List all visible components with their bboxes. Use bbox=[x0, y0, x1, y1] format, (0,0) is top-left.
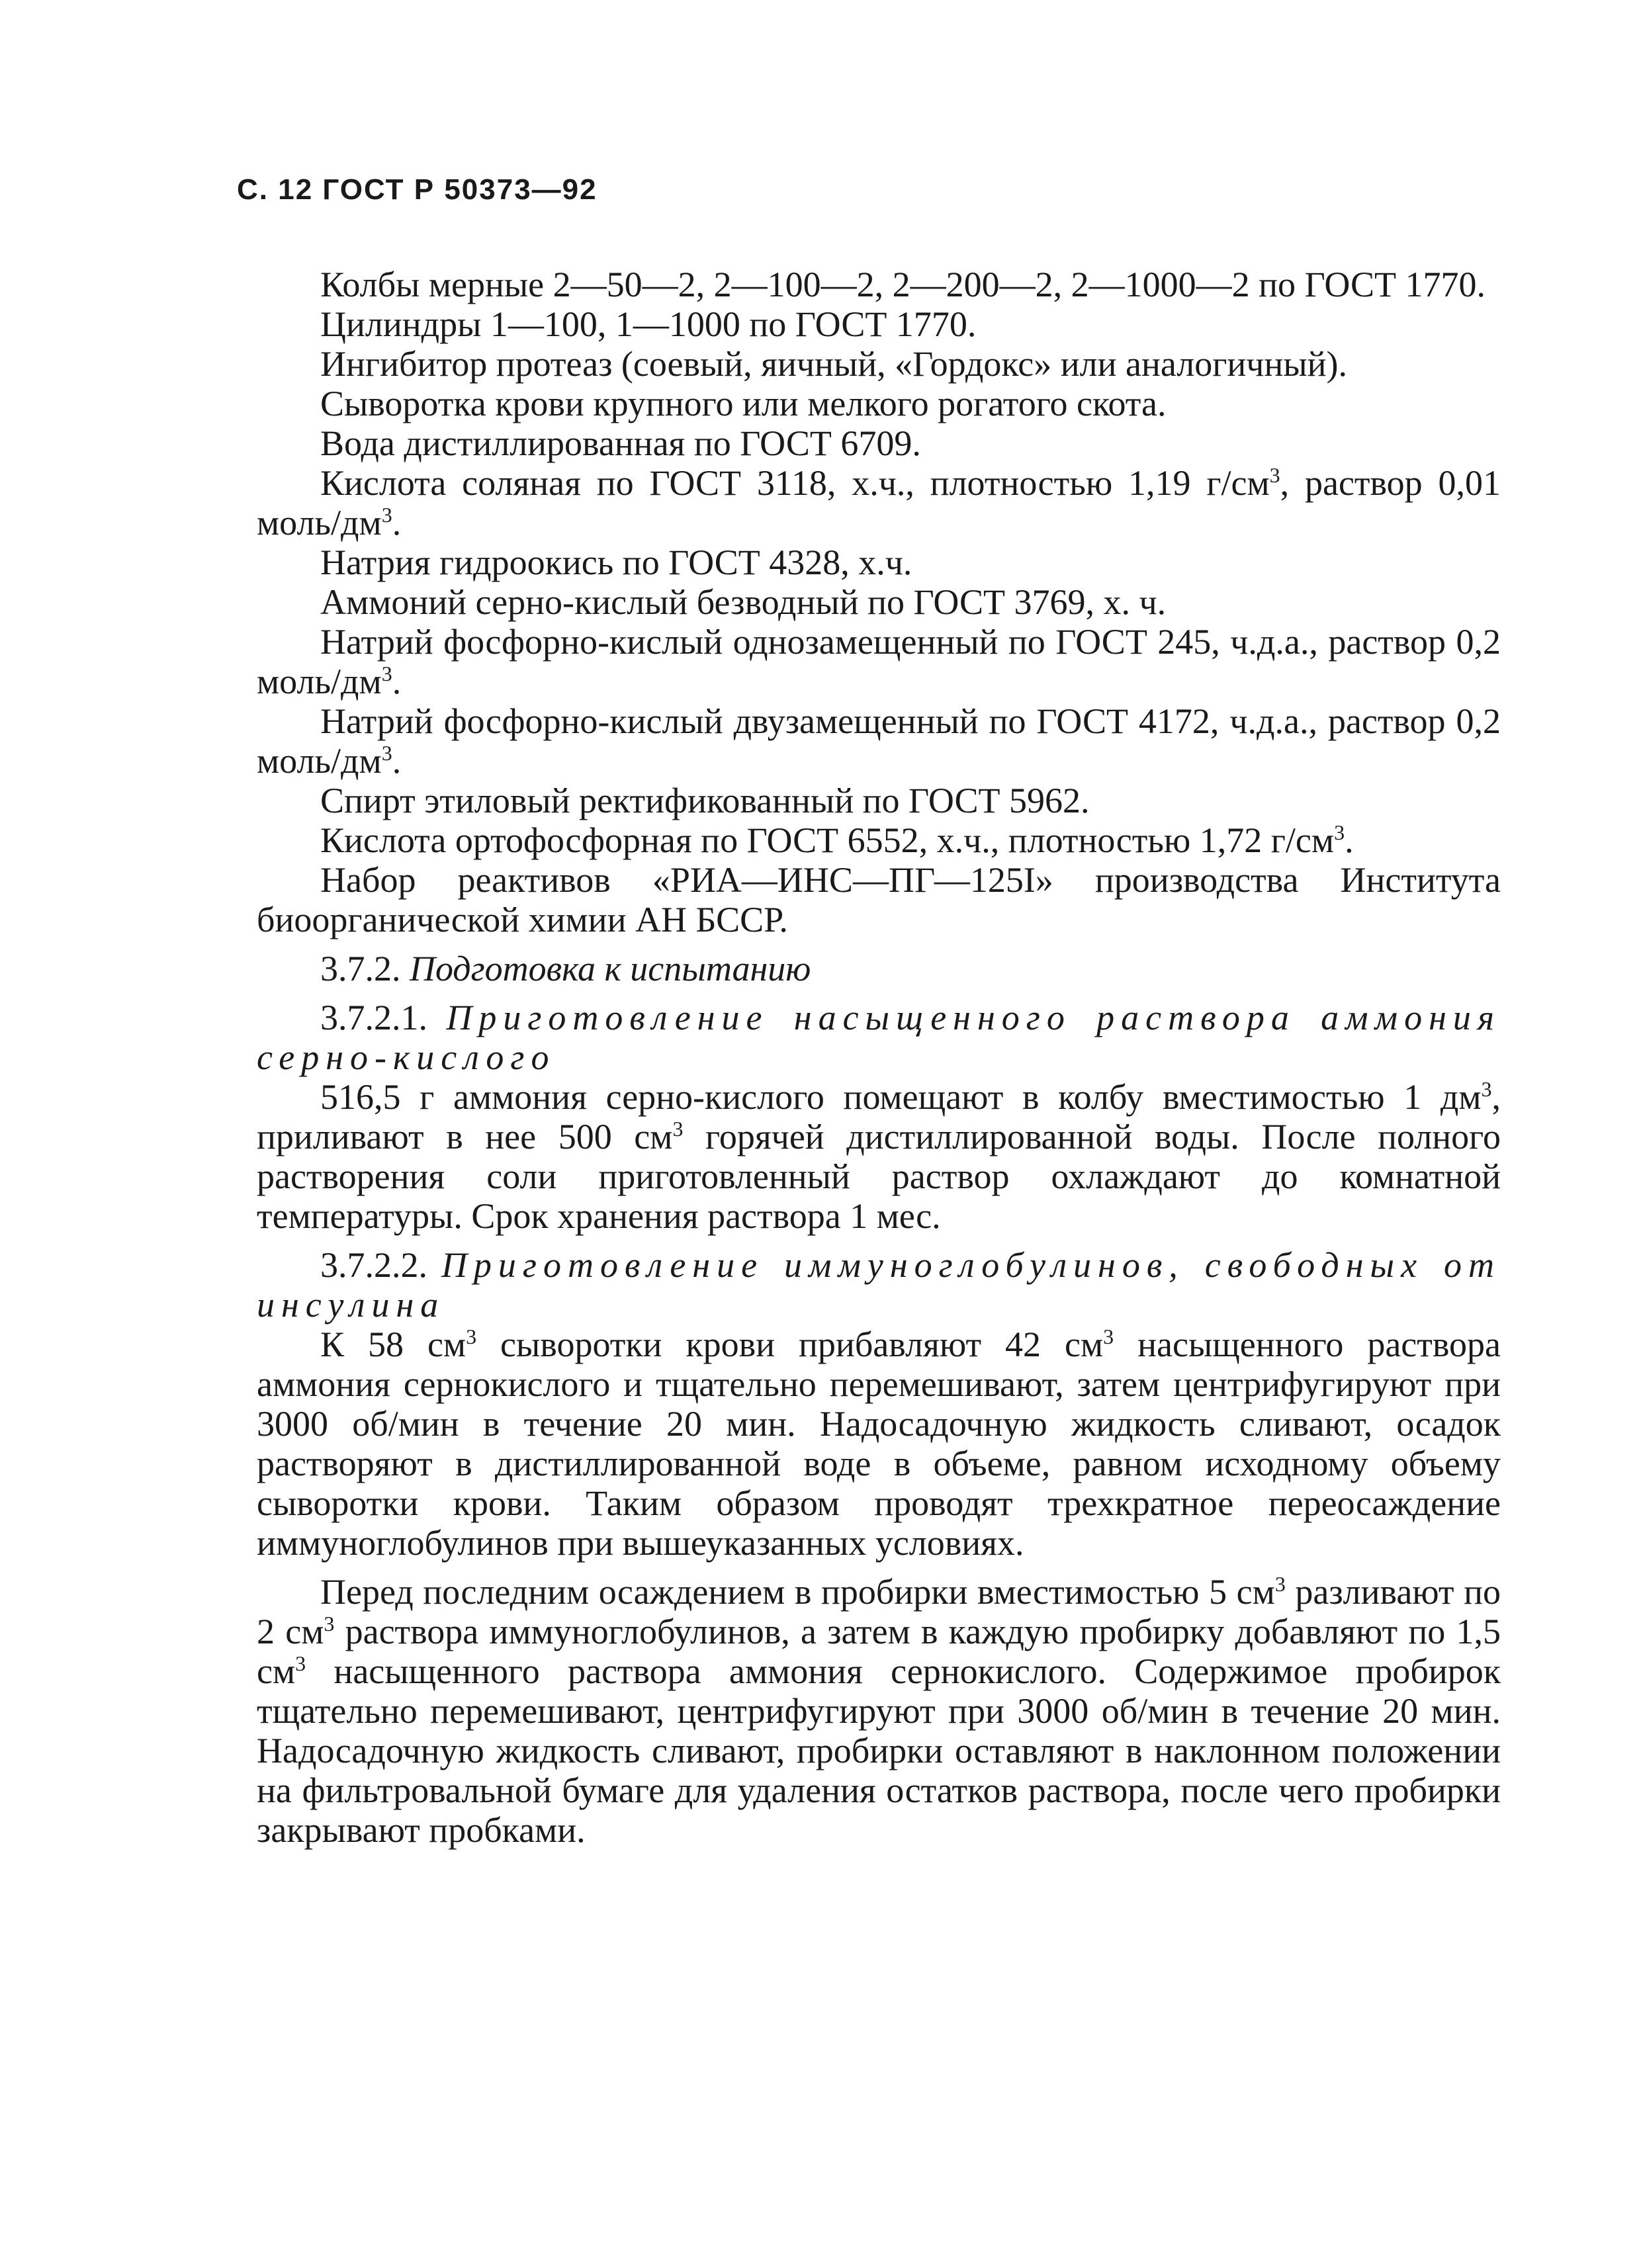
paragraph-hydrochloric-acid: Кислота соляная по ГОСТ 3118, х.ч., плотностью 1,19 $г/см^3$, раствор 0,01 моль/$дм^3$. bbox=[257, 463, 1501, 543]
paragraph-immunoglobulin-prep: К 58 $см^3$ сыворотки крови прибавляют 42 $см^3$ насыщенного раствора аммония сернокислого и тщательно перемешивают, затем центрифугируют при 3000 об/мин в течение 20 мин. Надосадочную жидкость сливают, осадок растворяют в дистиллированной воде в объеме, равном исходному объему сыворотки крови. Таким образом проводят трехкратное переосаждение иммуноглобулинов при вышеуказанных условиях. bbox=[257, 1325, 1501, 1563]
paragraph-ammonium-sulfate: Аммоний серно-кислый безводный по ГОСТ 3769, х. ч. bbox=[320, 582, 1167, 622]
paragraph-phosphoric-acid: Кислота ортофосфорная по ГОСТ 6552, х.ч., плотностью 1,72 $г/см^3$. bbox=[320, 820, 1354, 860]
paragraph-reagent-kit: Набор реактивов «РИА—ИНС—ПГ—125I» производства Института биоорганической химии АН БССР. bbox=[257, 860, 1501, 939]
section-heading-3-7-2-2: 3.7.2.2. Приготовление иммуноглобулинов, свободных от инсулина bbox=[257, 1245, 1501, 1325]
paragraph-water: Вода дистиллированная по ГОСТ 6709. bbox=[320, 423, 921, 463]
section-heading-3-7-2: 3.7.2. Подготовка к испытанию bbox=[320, 949, 811, 988]
paragraph-inhibitor: Ингибитор протеаз (соевый, яичный, «Гордокс» или аналогичный). bbox=[320, 344, 1347, 384]
section-heading-3-7-2-1: 3.7.2.1. Приготовление насыщенного раствора аммония серно-кислого bbox=[257, 998, 1501, 1077]
paragraph-sodium-hydroxide: Натрия гидроокись по ГОСТ 4328, х.ч. bbox=[320, 543, 912, 582]
document-body bbox=[257, 265, 1501, 1850]
paragraph-sodium-phosphate-mono: Натрий фосфорно-кислый однозамещенный по ГОСТ 245, ч.д.а., раствор 0,2 моль/$дм^3$. bbox=[257, 622, 1501, 701]
paragraph-saturated-solution: 516,5 г аммония серно-кислого помещают в колбу вместимостью 1 $дм^3$, приливают в нее 500 $см^3$ горячей дистиллированной воды. После полного растворения соли приготовленный раствор охлаждают до комнатной температуры. Срок хранения раствора 1 мес. bbox=[257, 1077, 1501, 1236]
paragraph-serum: Сыворотка крови крупного или мелкого рогатого скота. bbox=[320, 384, 1167, 423]
paragraph-flasks: Колбы мерные 2—50—2, 2—100—2, 2—200—2, 2—1000—2 по ГОСТ 1770. bbox=[320, 265, 1486, 304]
page-header: С. 12 ГОСТ Р 50373—92 bbox=[237, 173, 598, 206]
paragraph-final-precipitation: Перед последним осаждением в пробирки вместимостью 5 $см^3$ разливают по 2 $см^3$ раствора иммуноглобулинов, а затем в каждую пробирку добавляют по 1,5 $см^3$ насыщенного раствора аммония сернокислого. Содержимое пробирок тщательно перемешивают, центрифугируют при 3000 об/мин в течение 20 мин. Надосадочную жидкость сливают, пробирки оставляют в наклонном положении на фильтровальной бумаге для удаления остатков раствора, после чего пробирки закрывают пробками. bbox=[257, 1572, 1501, 1850]
paragraph-ethyl-alcohol: Спирт этиловый ректификованный по ГОСТ 5962. bbox=[320, 781, 1090, 820]
paragraph-sodium-phosphate-di: Натрий фосфорно-кислый двузамещенный по ГОСТ 4172, ч.д.а., раствор 0,2 моль/$дм^3$. bbox=[257, 701, 1501, 781]
paragraph-cylinders: Цилиндры 1—100, 1—1000 по ГОСТ 1770. bbox=[320, 304, 977, 344]
